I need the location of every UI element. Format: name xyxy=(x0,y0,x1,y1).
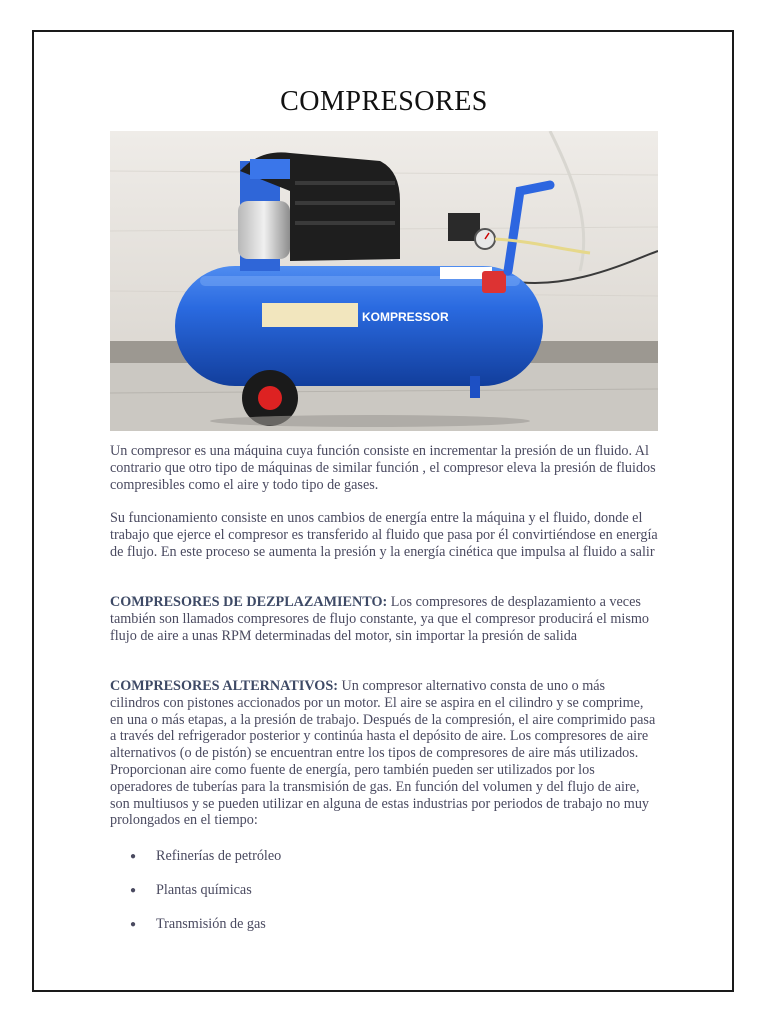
document-title: COMPRESORES xyxy=(280,86,488,117)
section-heading: COMPRESORES DE DEZPLAZAMIENTO: xyxy=(110,594,388,610)
list-item-text: Plantas químicas xyxy=(156,882,252,898)
motor xyxy=(238,201,290,259)
section-reciprocating xyxy=(110,678,658,829)
bullet-icon: ● xyxy=(130,919,137,930)
section-heading: COMPRESORES ALTERNATIVOS: xyxy=(110,678,338,694)
brand-label: KOMPRESSOR xyxy=(362,310,449,324)
list-item xyxy=(130,882,281,916)
list-item xyxy=(130,916,281,950)
industries-list xyxy=(130,848,281,950)
bullet-icon: ● xyxy=(130,885,137,896)
compressor-photo xyxy=(110,131,658,431)
list-item-text: Transmisión de gas xyxy=(156,916,266,932)
section-displacement xyxy=(110,594,658,644)
list-item-text: Refinerías de petróleo xyxy=(156,848,282,864)
section-text: Los compresores de desplazamiento a veces también son llamados compresores de flujo constante, ya que el compresor producirá el mismo flujo de aire a unas RPM determinadas del motor, sin importar la presión de salida xyxy=(110,594,649,644)
section-text: Un compresor alternativo consta de uno o más cilindros con pistones accionados por un motor. El aire se aspira en el cilindro y se comprime, en una o más etapas, a la presión de trabajo. Después de la compresión, el aire comprimido pasa a través del refrigerador posterior y continúa hasta el depósito de aire. Los compresores de aire alternativos (o de pistón) se encuentran entre los tipos de compresores de aire más utilizados. Proporcionan aire como fuente de energía, pero también pueden ser utilizados por los operadores de tuberías para la transmisión de gas. En función del volumen y del flujo de aire, son multiusos y se pueden utilizar en alguna de estas industrias por periodos de trabajo no muy prolongados en el tiempo: xyxy=(110,678,656,829)
operation-paragraph: Su funcionamiento consiste en unos cambios de energía entre la máquina y el fluido, donde el trabajo que ejerce el compresor es transferido al fluido que pasa por él convirtiéndose en energía de flujo. En este proceso se aumenta la presión y la energía cinética que impulsa al fluido a salir xyxy=(110,510,658,560)
label-plate xyxy=(262,303,358,327)
intro-paragraph: Un compresor es una máquina cuya función consiste en incrementar la presión de un fluido. Al contrario que otro tipo de máquinas de similar función , el compresor eleva la presión de fluidos compresibles como el aire y todo tipo de gases. xyxy=(110,443,656,493)
list-item xyxy=(130,848,281,882)
bullet-icon: ● xyxy=(130,851,137,862)
